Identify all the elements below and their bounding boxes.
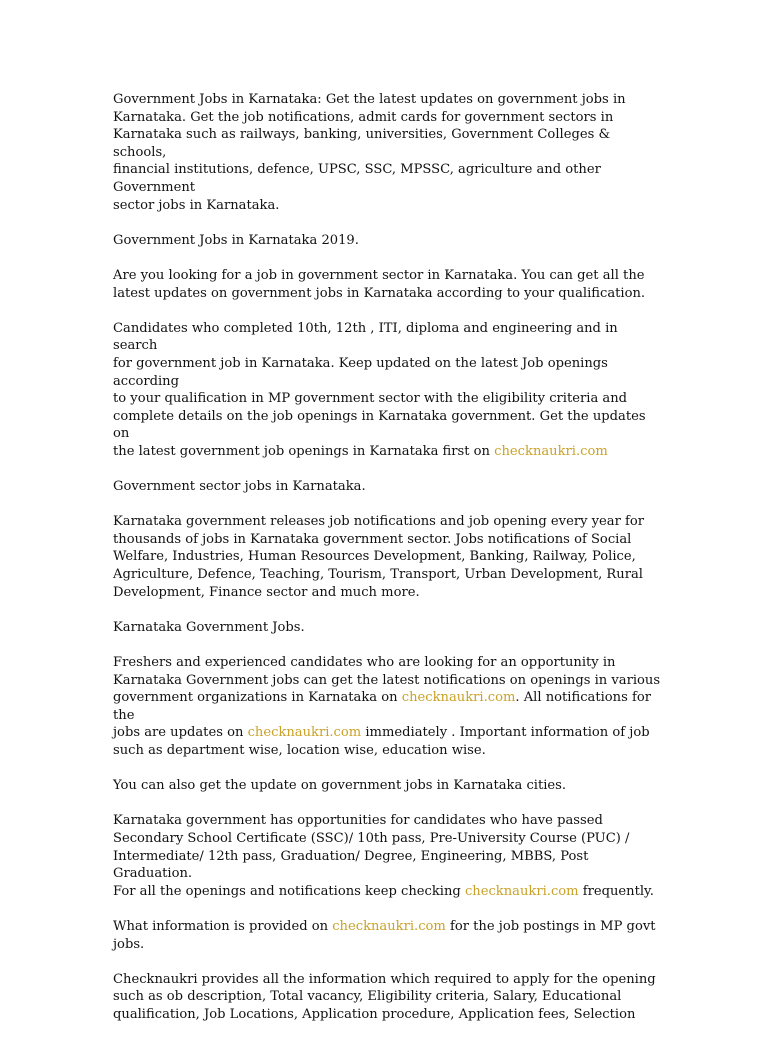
- paragraph: [113, 91, 665, 214]
- paragraph-text: You can also get the update on government jobs in Karnataka cities.: [113, 778, 567, 794]
- paragraph-text: for the job postings in MP govt jobs.: [113, 918, 656, 952]
- paragraph-text: Government Jobs in Karnataka: Get the latest updates on government jobs in Karnataka. Get the job notifications, admit cards for government sectors in Karnataka such as railways, banking, universities, Government Colleges & schools, financial institutions, defence, UPSC, SSC, MPSSC, agriculture and other Government sector jobs in Karnataka.: [113, 92, 626, 213]
- paragraph: [113, 320, 665, 461]
- paragraph-text: Are you looking for a job in government sector in Karnataka. You can get all the latest updates on government jobs in Karnataka according to your qualification.: [113, 267, 646, 301]
- paragraph: [113, 478, 665, 496]
- paragraph: [113, 619, 665, 637]
- paragraph: [113, 267, 665, 302]
- paragraph-text: Karnataka government releases job notifications and job opening every year for thousands of jobs in Karnataka government sector. Jobs notifications of Social Welfare, Industries, Human Resources Development, Banking, Railway, Police, Agriculture, Defence, Teaching, Tourism, Transport, Urban Development, Rural Development, Finance sector and much more.: [113, 514, 645, 600]
- paragraph: [113, 918, 665, 953]
- checknaukri-link[interactable]: checknaukri.com: [247, 725, 362, 741]
- checknaukri-link[interactable]: checknaukri.com: [332, 918, 446, 934]
- checknaukri-link[interactable]: checknaukri.com: [401, 690, 516, 706]
- paragraph-text: Government Jobs in Karnataka 2019.: [113, 232, 359, 248]
- paragraph-text: Checknaukri provides all the information which required to apply for the opening such as ob description, Total vacancy, Eligibility criteria, Salary, Educational qualification, Job Locations, Application procedure, Application fees, Selection: [113, 971, 656, 1022]
- paragraph-text: Candidates who completed 10th, 12th , ITI, diploma and engineering and in search for government job in Karnataka. Keep updated on the latest Job openings according to your qualification in MP government sector with the eligibility criteria and complete details on the job openings in Karnataka government. Get the updates on the latest government job openings in Karnataka first on: [113, 320, 646, 459]
- paragraph-text: . All notifications for the jobs are updates on: [113, 690, 651, 741]
- paragraph: [113, 654, 665, 760]
- paragraph: [113, 971, 665, 1024]
- paragraph-text: Karnataka government has opportunities for candidates who have passed Secondary School Certificate (SSC)/ 10th pass, Pre-University Course (PUC) / Intermediate/ 12th pass, Graduation/ Degree, Engineering, MBBS, Post Graduation. For all the openings and notifications keep checking: [113, 813, 630, 899]
- paragraph-text: immediately . Important information of job such as department wise, location wise, education wise.: [113, 725, 650, 758]
- paragraph: [113, 513, 665, 601]
- paragraph-text: What information is provided on: [113, 918, 333, 934]
- document-body: [113, 91, 665, 1041]
- paragraph-text: Karnataka Government Jobs.: [113, 619, 305, 635]
- paragraph-text: Government sector jobs in Karnataka.: [113, 479, 366, 495]
- paragraph-text: frequently.: [578, 883, 654, 899]
- paragraph-text: Freshers and experienced candidates who are looking for an opportunity in Karnataka Government jobs can get the latest notifications on openings in various government organizations in Karnataka on: [113, 655, 661, 706]
- checknaukri-link[interactable]: checknaukri.com: [494, 443, 608, 459]
- paragraph: [113, 232, 665, 250]
- checknaukri-link[interactable]: checknaukri.com: [464, 883, 579, 899]
- paragraph: [113, 812, 665, 900]
- paragraph: [113, 777, 665, 795]
